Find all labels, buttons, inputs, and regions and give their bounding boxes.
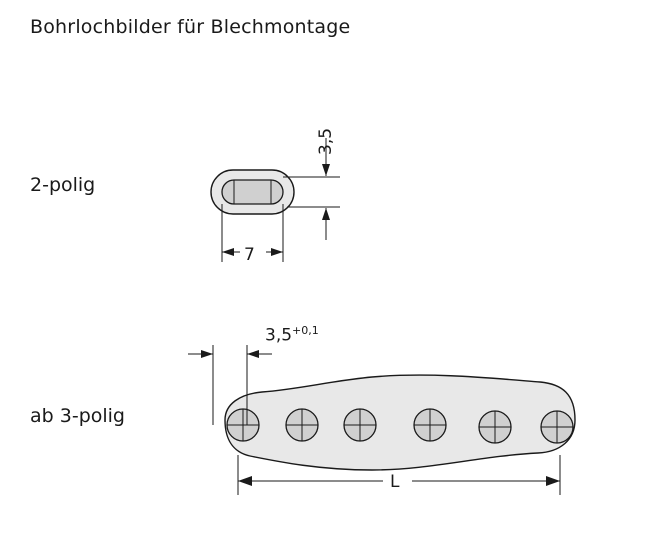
arrow-L-left [238,476,252,486]
row-label-ab-3-polig: ab 3-polig [30,405,125,427]
arrow-pitch-right [247,350,259,358]
figure-2-polig [211,138,340,262]
row-label-2-polig: 2-polig [30,174,96,196]
dimension-horizontal-7: 7 [244,245,255,265]
dimension-length-L: L [390,472,400,492]
page-title: Bohrlochbilder für Blechmontage [30,16,351,38]
dimension-vertical-3-5: 3,5 [316,127,336,155]
figure-ab-3-polig [188,345,575,495]
slot-inner-hole [222,180,283,204]
arrow-L-right [546,476,560,486]
strip-outline [225,375,575,470]
arrow-pitch-left [201,350,213,358]
dimension-pitch-tolerance: +0,1 [292,324,319,337]
arrow-horizontal-right [271,248,283,256]
dimension-pitch-value: 3,5 [265,325,293,346]
arrow-vertical-up [322,164,330,176]
arrow-vertical-down [322,208,330,220]
arrow-horizontal-left [222,248,234,256]
